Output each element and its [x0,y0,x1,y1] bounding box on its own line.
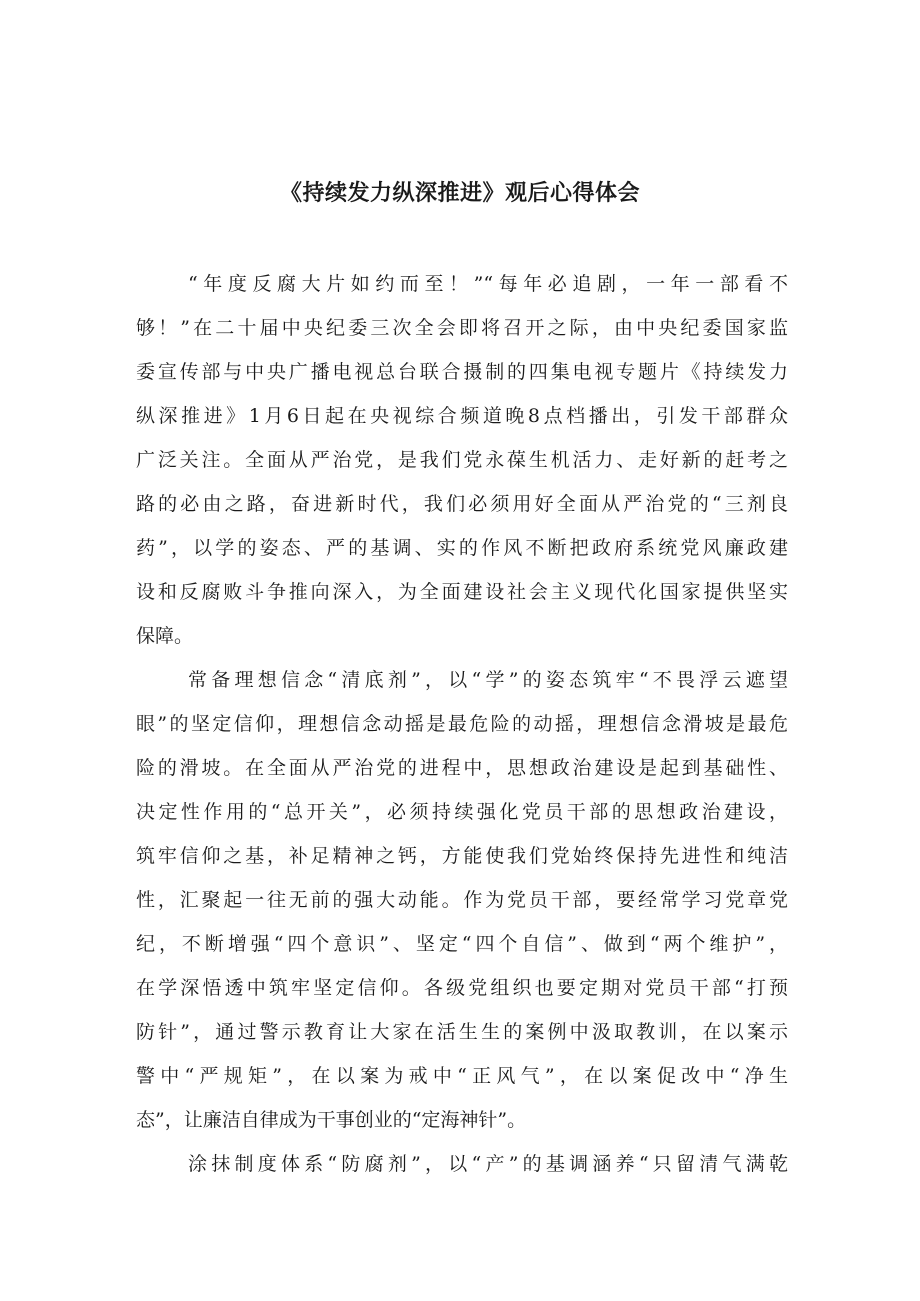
paragraph-1-line-6: 路的必由之路，奋进新时代，我们必须用好全面从严治党的“三剂良 [136,493,788,515]
paragraph-2-line-5: 筑牢信仰之基，补足精神之钙，方能使我们党始终保持先进性和纯洁 [136,845,788,867]
paragraph-2-line-10: 警中“严规矩”，在以案为戒中“正风气”，在以案促改中“净生 [136,1065,788,1087]
paragraph-1-line-4: 纵深推进》1月6日起在央视综合频道晚8点档播出，引发干部群众 [136,405,788,427]
paragraph-2-line-4: 决定性作用的“总开关”，必须持续强化党员干部的思想政治建设， [136,801,788,823]
document-title: 《持续发力纵深推进》观后心得体会 [279,181,640,206]
paragraph-1-line-2: 够！”在二十届中央纪委三次全会即将召开之际，由中央纪委国家监 [136,317,788,339]
paragraph-2-line-8: 在学深悟透中筑牢坚定信仰。各级党组织也要定期对党员干部“打预 [136,977,788,999]
paragraph-2-line-3: 险的滑坡。在全面从严治党的进程中，思想政治建设是起到基础性、 [136,757,788,779]
paragraph-1-line-3: 委宣传部与中央广播电视总台联合摄制的四集电视专题片《持续发力 [136,361,788,383]
paragraph-1-line-7: 药”，以学的姿态、严的基调、实的作风不断把政府系统党风廉政建 [136,537,788,559]
paragraph-1-line-1: “年度反腐大片如约而至！”“每年必追剧，一年一部看不 [188,273,788,295]
paragraph-2-line-9: 防针”，通过警示教育让大家在活生生的案例中汲取教训，在以案示 [136,1021,788,1043]
paragraph-2-line-1: 常备理想信念“清底剂”，以“学”的姿态筑牢“不畏浮云遮望 [188,669,788,691]
paragraph-2-line-6: 性，汇聚起一往无前的强大动能。作为党员干部，要经常学习党章党 [136,889,788,911]
paragraph-2-line-7: 纪，不断增强“四个意识”、坚定“四个自信”、做到“两个维护”， [136,933,788,955]
paragraph-2-line-11: 态”，让廉洁自律成为干事创业的“定海神针”。 [136,1109,527,1131]
paragraph-3-line-1: 涂抹制度体系“防腐剂”，以“产”的基调涵养“只留清气满乾 [188,1153,788,1175]
paragraph-1-line-9: 保障。 [136,625,194,647]
paragraph-2-line-2: 眼”的坚定信仰，理想信念动摇是最危险的动摇，理想信念滑坡是最危 [136,713,788,735]
paragraph-1-line-5: 广泛关注。全面从严治党，是我们党永葆生机活力、走好新的赶考之 [136,449,788,471]
paragraph-1-line-8: 设和反腐败斗争推向深入，为全面建设社会主义现代化国家提供坚实 [136,581,788,603]
